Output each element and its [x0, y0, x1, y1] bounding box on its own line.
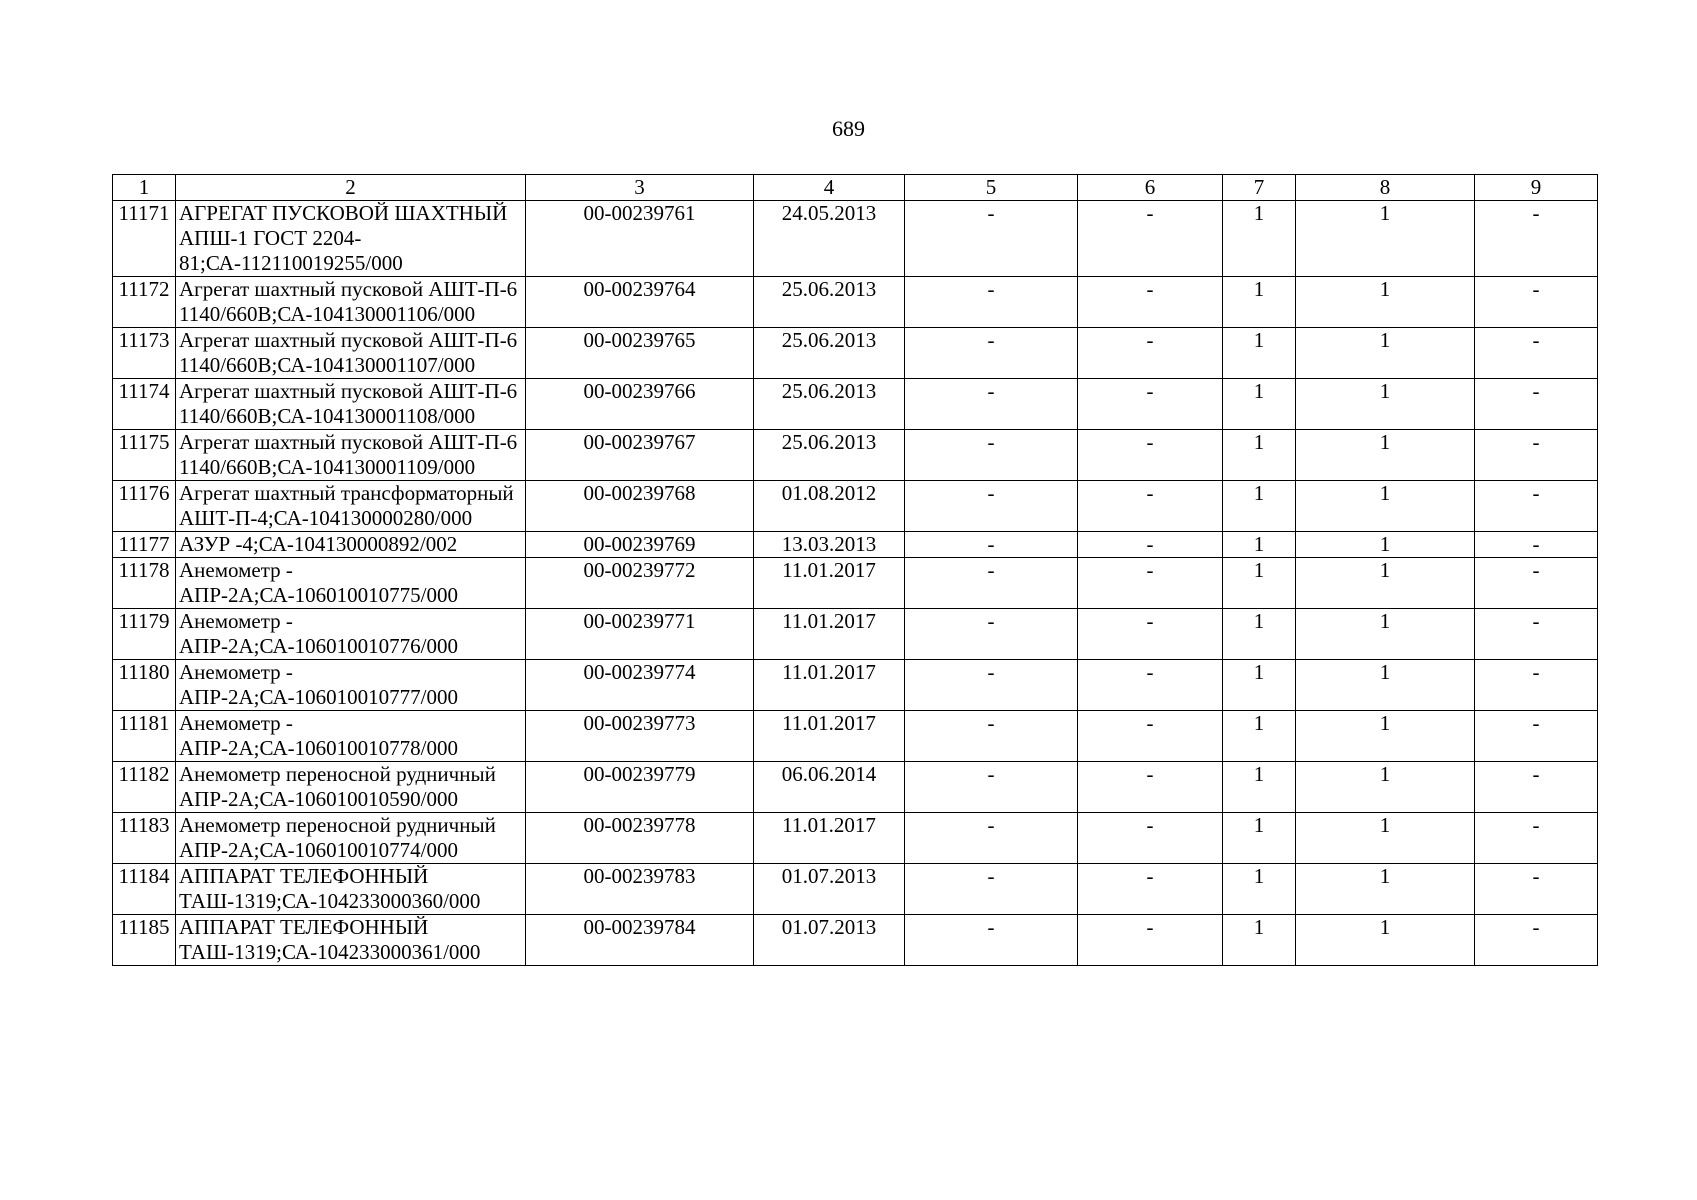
item-name-cell: Анемометр - АПР-2А;СА-106010010776/000: [176, 609, 526, 660]
item-name-cell: Анемометр - АПР-2А;СА-106010010775/000: [176, 558, 526, 609]
column-5-cell: -: [905, 915, 1078, 966]
date-cell: 01.07.2013: [754, 864, 905, 915]
column-5-cell: -: [905, 864, 1078, 915]
inventory-code-cell: 00-00239767: [526, 430, 754, 481]
inventory-code-cell: 00-00239774: [526, 660, 754, 711]
table-row: [113, 277, 1598, 328]
column-5-cell: -: [905, 481, 1078, 532]
column-7-cell: 1: [1223, 379, 1296, 430]
inventory-code-cell: 00-00239764: [526, 277, 754, 328]
column-5-cell: -: [905, 813, 1078, 864]
column-6-cell: -: [1078, 532, 1223, 558]
column-8-cell: 1: [1296, 277, 1475, 328]
row-number-cell: 11176: [113, 481, 176, 532]
item-name-cell: Агрегат шахтный трансформаторный АШТ-П-4;СА-104130000280/000: [176, 481, 526, 532]
table-row: [113, 430, 1598, 481]
row-number-cell: 11172: [113, 277, 176, 328]
date-cell: 25.06.2013: [754, 328, 905, 379]
item-name-cell: АППАРАТ ТЕЛЕФОННЫЙ ТАШ-1319;СА-104233000361/000: [176, 915, 526, 966]
date-cell: 11.01.2017: [754, 609, 905, 660]
table-row: [113, 481, 1598, 532]
column-8-cell: 1: [1296, 711, 1475, 762]
item-name-cell: Анемометр переносной рудничный АПР-2А;СА-106010010590/000: [176, 762, 526, 813]
item-name-cell: Анемометр переносной рудничный АПР-2А;СА-106010010774/000: [176, 813, 526, 864]
inventory-code-cell: 00-00239784: [526, 915, 754, 966]
column-9-cell: -: [1475, 864, 1598, 915]
column-6-cell: -: [1078, 864, 1223, 915]
date-cell: 11.01.2017: [754, 813, 905, 864]
column-header: 9: [1475, 175, 1598, 201]
date-cell: 11.01.2017: [754, 558, 905, 609]
column-9-cell: -: [1475, 481, 1598, 532]
column-6-cell: -: [1078, 277, 1223, 328]
column-8-cell: 1: [1296, 660, 1475, 711]
inventory-code-cell: 00-00239772: [526, 558, 754, 609]
item-name-cell: Агрегат шахтный пусковой АШТ-П-6 1140/660В;СА-104130001106/000: [176, 277, 526, 328]
table-header: [113, 175, 1598, 201]
column-header: 3: [526, 175, 754, 201]
table-row: [113, 532, 1598, 558]
table-row: [113, 201, 1598, 277]
date-cell: 25.06.2013: [754, 277, 905, 328]
table-row: [113, 762, 1598, 813]
column-8-cell: 1: [1296, 379, 1475, 430]
date-cell: 01.08.2012: [754, 481, 905, 532]
inventory-code-cell: 00-00239771: [526, 609, 754, 660]
column-header: 6: [1078, 175, 1223, 201]
row-number-cell: 11171: [113, 201, 176, 277]
column-8-cell: 1: [1296, 481, 1475, 532]
item-name-cell: Агрегат шахтный пусковой АШТ-П-6 1140/660В;СА-104130001107/000: [176, 328, 526, 379]
column-6-cell: -: [1078, 328, 1223, 379]
column-7-cell: 1: [1223, 328, 1296, 379]
column-8-cell: 1: [1296, 813, 1475, 864]
item-name-cell: АЗУР -4;СА-104130000892/002: [176, 532, 526, 558]
column-7-cell: 1: [1223, 481, 1296, 532]
column-6-cell: -: [1078, 481, 1223, 532]
inventory-code-cell: 00-00239768: [526, 481, 754, 532]
column-6-cell: -: [1078, 915, 1223, 966]
page-number: 689: [832, 116, 865, 141]
column-header: 2: [176, 175, 526, 201]
date-cell: 25.06.2013: [754, 430, 905, 481]
column-5-cell: -: [905, 328, 1078, 379]
column-7-cell: 1: [1223, 915, 1296, 966]
inventory-code-cell: 00-00239779: [526, 762, 754, 813]
table-body: [113, 201, 1598, 966]
column-8-cell: 1: [1296, 609, 1475, 660]
column-9-cell: -: [1475, 277, 1598, 328]
column-9-cell: -: [1475, 915, 1598, 966]
column-5-cell: -: [905, 277, 1078, 328]
inventory-code-cell: 00-00239761: [526, 201, 754, 277]
column-9-cell: -: [1475, 430, 1598, 481]
table-row: [113, 711, 1598, 762]
table-row: [113, 915, 1598, 966]
column-6-cell: -: [1078, 430, 1223, 481]
inventory-code-cell: 00-00239766: [526, 379, 754, 430]
column-8-cell: 1: [1296, 328, 1475, 379]
column-6-cell: -: [1078, 762, 1223, 813]
row-number-cell: 11182: [113, 762, 176, 813]
column-5-cell: -: [905, 711, 1078, 762]
table-row: [113, 379, 1598, 430]
column-5-cell: -: [905, 201, 1078, 277]
column-6-cell: -: [1078, 558, 1223, 609]
column-header: 5: [905, 175, 1078, 201]
column-5-cell: -: [905, 609, 1078, 660]
row-number-cell: 11181: [113, 711, 176, 762]
column-7-cell: 1: [1223, 711, 1296, 762]
column-5-cell: -: [905, 532, 1078, 558]
column-7-cell: 1: [1223, 864, 1296, 915]
table-row: [113, 813, 1598, 864]
table-row: [113, 660, 1598, 711]
column-7-cell: 1: [1223, 762, 1296, 813]
column-6-cell: -: [1078, 201, 1223, 277]
row-number-cell: 11175: [113, 430, 176, 481]
column-5-cell: -: [905, 379, 1078, 430]
column-7-cell: 1: [1223, 201, 1296, 277]
item-name-cell: Анемометр - АПР-2А;СА-106010010777/000: [176, 660, 526, 711]
column-6-cell: -: [1078, 813, 1223, 864]
column-9-cell: -: [1475, 762, 1598, 813]
column-8-cell: 1: [1296, 558, 1475, 609]
date-cell: 25.06.2013: [754, 379, 905, 430]
column-8-cell: 1: [1296, 915, 1475, 966]
column-8-cell: 1: [1296, 430, 1475, 481]
column-8-cell: 1: [1296, 762, 1475, 813]
row-number-cell: 11184: [113, 864, 176, 915]
date-cell: 06.06.2014: [754, 762, 905, 813]
column-9-cell: -: [1475, 813, 1598, 864]
column-5-cell: -: [905, 558, 1078, 609]
inventory-code-cell: 00-00239769: [526, 532, 754, 558]
column-header: 1: [113, 175, 176, 201]
column-6-cell: -: [1078, 660, 1223, 711]
table-row: [113, 328, 1598, 379]
row-number-cell: 11185: [113, 915, 176, 966]
table-row: [113, 864, 1598, 915]
column-7-cell: 1: [1223, 609, 1296, 660]
column-7-cell: 1: [1223, 813, 1296, 864]
item-name-cell: АГРЕГАТ ПУСКОВОЙ ШАХТНЫЙ АПШ-1 ГОСТ 2204-81;СА-112110019255/000: [176, 201, 526, 277]
date-cell: 11.01.2017: [754, 660, 905, 711]
item-name-cell: АППАРАТ ТЕЛЕФОННЫЙ ТАШ-1319;СА-104233000360/000: [176, 864, 526, 915]
column-header: 8: [1296, 175, 1475, 201]
date-cell: 13.03.2013: [754, 532, 905, 558]
column-8-cell: 1: [1296, 532, 1475, 558]
item-name-cell: Анемометр - АПР-2А;СА-106010010778/000: [176, 711, 526, 762]
date-cell: 24.05.2013: [754, 201, 905, 277]
column-header: 7: [1223, 175, 1296, 201]
row-number-cell: 11178: [113, 558, 176, 609]
column-9-cell: -: [1475, 609, 1598, 660]
header-row: [113, 175, 1598, 201]
inventory-table: [112, 174, 1598, 966]
column-5-cell: -: [905, 430, 1078, 481]
column-8-cell: 1: [1296, 201, 1475, 277]
table-row: [113, 609, 1598, 660]
date-cell: 11.01.2017: [754, 711, 905, 762]
column-9-cell: -: [1475, 379, 1598, 430]
column-9-cell: -: [1475, 532, 1598, 558]
row-number-cell: 11174: [113, 379, 176, 430]
column-6-cell: -: [1078, 609, 1223, 660]
column-6-cell: -: [1078, 379, 1223, 430]
column-7-cell: 1: [1223, 430, 1296, 481]
row-number-cell: 11179: [113, 609, 176, 660]
column-8-cell: 1: [1296, 864, 1475, 915]
inventory-code-cell: 00-00239783: [526, 864, 754, 915]
inventory-code-cell: 00-00239773: [526, 711, 754, 762]
column-5-cell: -: [905, 762, 1078, 813]
column-9-cell: -: [1475, 201, 1598, 277]
inventory-code-cell: 00-00239778: [526, 813, 754, 864]
column-header: 4: [754, 175, 905, 201]
column-9-cell: -: [1475, 660, 1598, 711]
column-7-cell: 1: [1223, 558, 1296, 609]
item-name-cell: Агрегат шахтный пусковой АШТ-П-6 1140/660В;СА-104130001109/000: [176, 430, 526, 481]
table-row: [113, 558, 1598, 609]
row-number-cell: 11180: [113, 660, 176, 711]
column-9-cell: -: [1475, 711, 1598, 762]
date-cell: 01.07.2013: [754, 915, 905, 966]
column-9-cell: -: [1475, 328, 1598, 379]
column-7-cell: 1: [1223, 532, 1296, 558]
column-7-cell: 1: [1223, 660, 1296, 711]
row-number-cell: 11183: [113, 813, 176, 864]
row-number-cell: 11173: [113, 328, 176, 379]
column-5-cell: -: [905, 660, 1078, 711]
item-name-cell: Агрегат шахтный пусковой АШТ-П-6 1140/660В;СА-104130001108/000: [176, 379, 526, 430]
row-number-cell: 11177: [113, 532, 176, 558]
column-7-cell: 1: [1223, 277, 1296, 328]
inventory-code-cell: 00-00239765: [526, 328, 754, 379]
column-6-cell: -: [1078, 711, 1223, 762]
column-9-cell: -: [1475, 558, 1598, 609]
